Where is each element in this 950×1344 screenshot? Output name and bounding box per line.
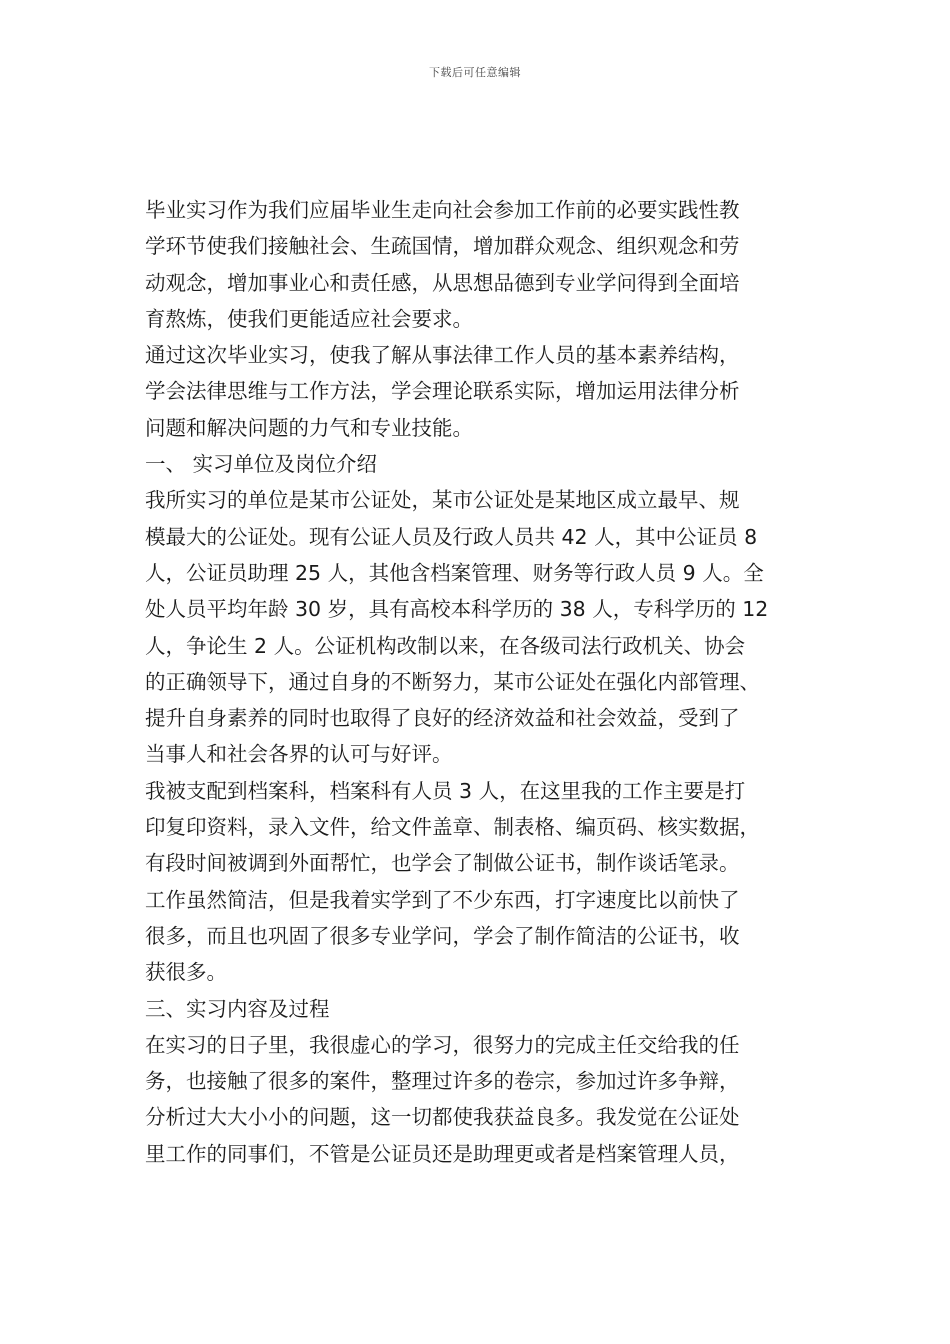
text-line: 务，也接触了很多的案件，整理过许多的卷宗，参加过许多争辩， — [145, 1069, 740, 1094]
text-line: 处人员平均年龄 30 岁，具有高校本科学历的 38 人，专科学历的 12 — [145, 597, 769, 622]
section-heading: 一、 实习单位及岗位介绍 — [145, 452, 378, 477]
text-line: 模最大的公证处。现有公证人员及行政人员共 42 人，其中公证员 8 — [145, 524, 758, 549]
text-line: 毕业实习作为我们应届毕业生走向社会参加工作前的必要实践性教 — [145, 198, 740, 222]
text-line: 印复印资料，录入文件，给文件盖章、制表格、编页码、核实数据， — [145, 815, 760, 840]
text-line: 学环节使我们接触社会、生疏国情，增加群众观念、组织观念和劳 — [145, 234, 740, 259]
text-line: 我所实习的单位是某市公证处，某市公证处是某地区成立最早、规 — [145, 488, 740, 513]
section-heading: 三、实习内容及过程 — [145, 996, 330, 1021]
text-line: 育熬炼，使我们更能适应社会要求。 — [145, 306, 473, 331]
text-line: 有段时间被调到外面帮忙，也学会了制做公证书，制作谈话笔录。 — [145, 851, 740, 876]
text-line: 人，公证员助理 25 人，其他含档案管理、财务等行政人员 9 人。全 — [145, 560, 764, 585]
text-line: 通过这次毕业实习，使我了解从事法律工作人员的基本素养结构， — [145, 343, 740, 368]
page-header: 下载后可任意编辑 — [429, 66, 521, 79]
text-line: 提升自身素养的同时也取得了良好的经济效益和社会效益，受到了 — [145, 706, 740, 731]
text-line: 获很多。 — [145, 960, 227, 985]
text-line: 问题和解决问题的力气和专业技能。 — [145, 415, 473, 440]
text-line: 当事人和社会各界的认可与好评。 — [145, 742, 453, 767]
text-line: 的正确领导下，通过自身的不断努力，某市公证处在强化内部管理、 — [145, 669, 760, 694]
text-line: 在实习的日子里，我很虚心的学习，很努力的完成主任交给我的任 — [145, 1032, 740, 1057]
text-line: 学会法律思维与工作方法，学会理论联系实际，增加运用法律分析 — [145, 379, 740, 404]
text-line: 工作虽然简洁，但是我着实学到了不少东西，打字速度比以前快了 — [145, 887, 740, 912]
text-line: 很多，而且也巩固了很多专业学问，学会了制作简洁的公证书，收 — [145, 923, 740, 948]
document-body — [145, 192, 810, 1172]
text-line: 人，争论生 2 人。公证机构改制以来，在各级司法行政机关、协会 — [145, 633, 746, 658]
text-line: 动观念，增加事业心和责任感，从思想品德到专业学问得到全面培 — [145, 270, 740, 295]
text-line: 我被支配到档案科，档案科有人员 3 人，在这里我的工作主要是打 — [145, 778, 746, 803]
text-line: 分析过大大小小的问题，这一切都使我获益良多。我发觉在公证处 — [145, 1105, 740, 1130]
text-line: 里工作的同事们，不管是公证员还是助理更或者是档案管理人员， — [145, 1141, 740, 1166]
